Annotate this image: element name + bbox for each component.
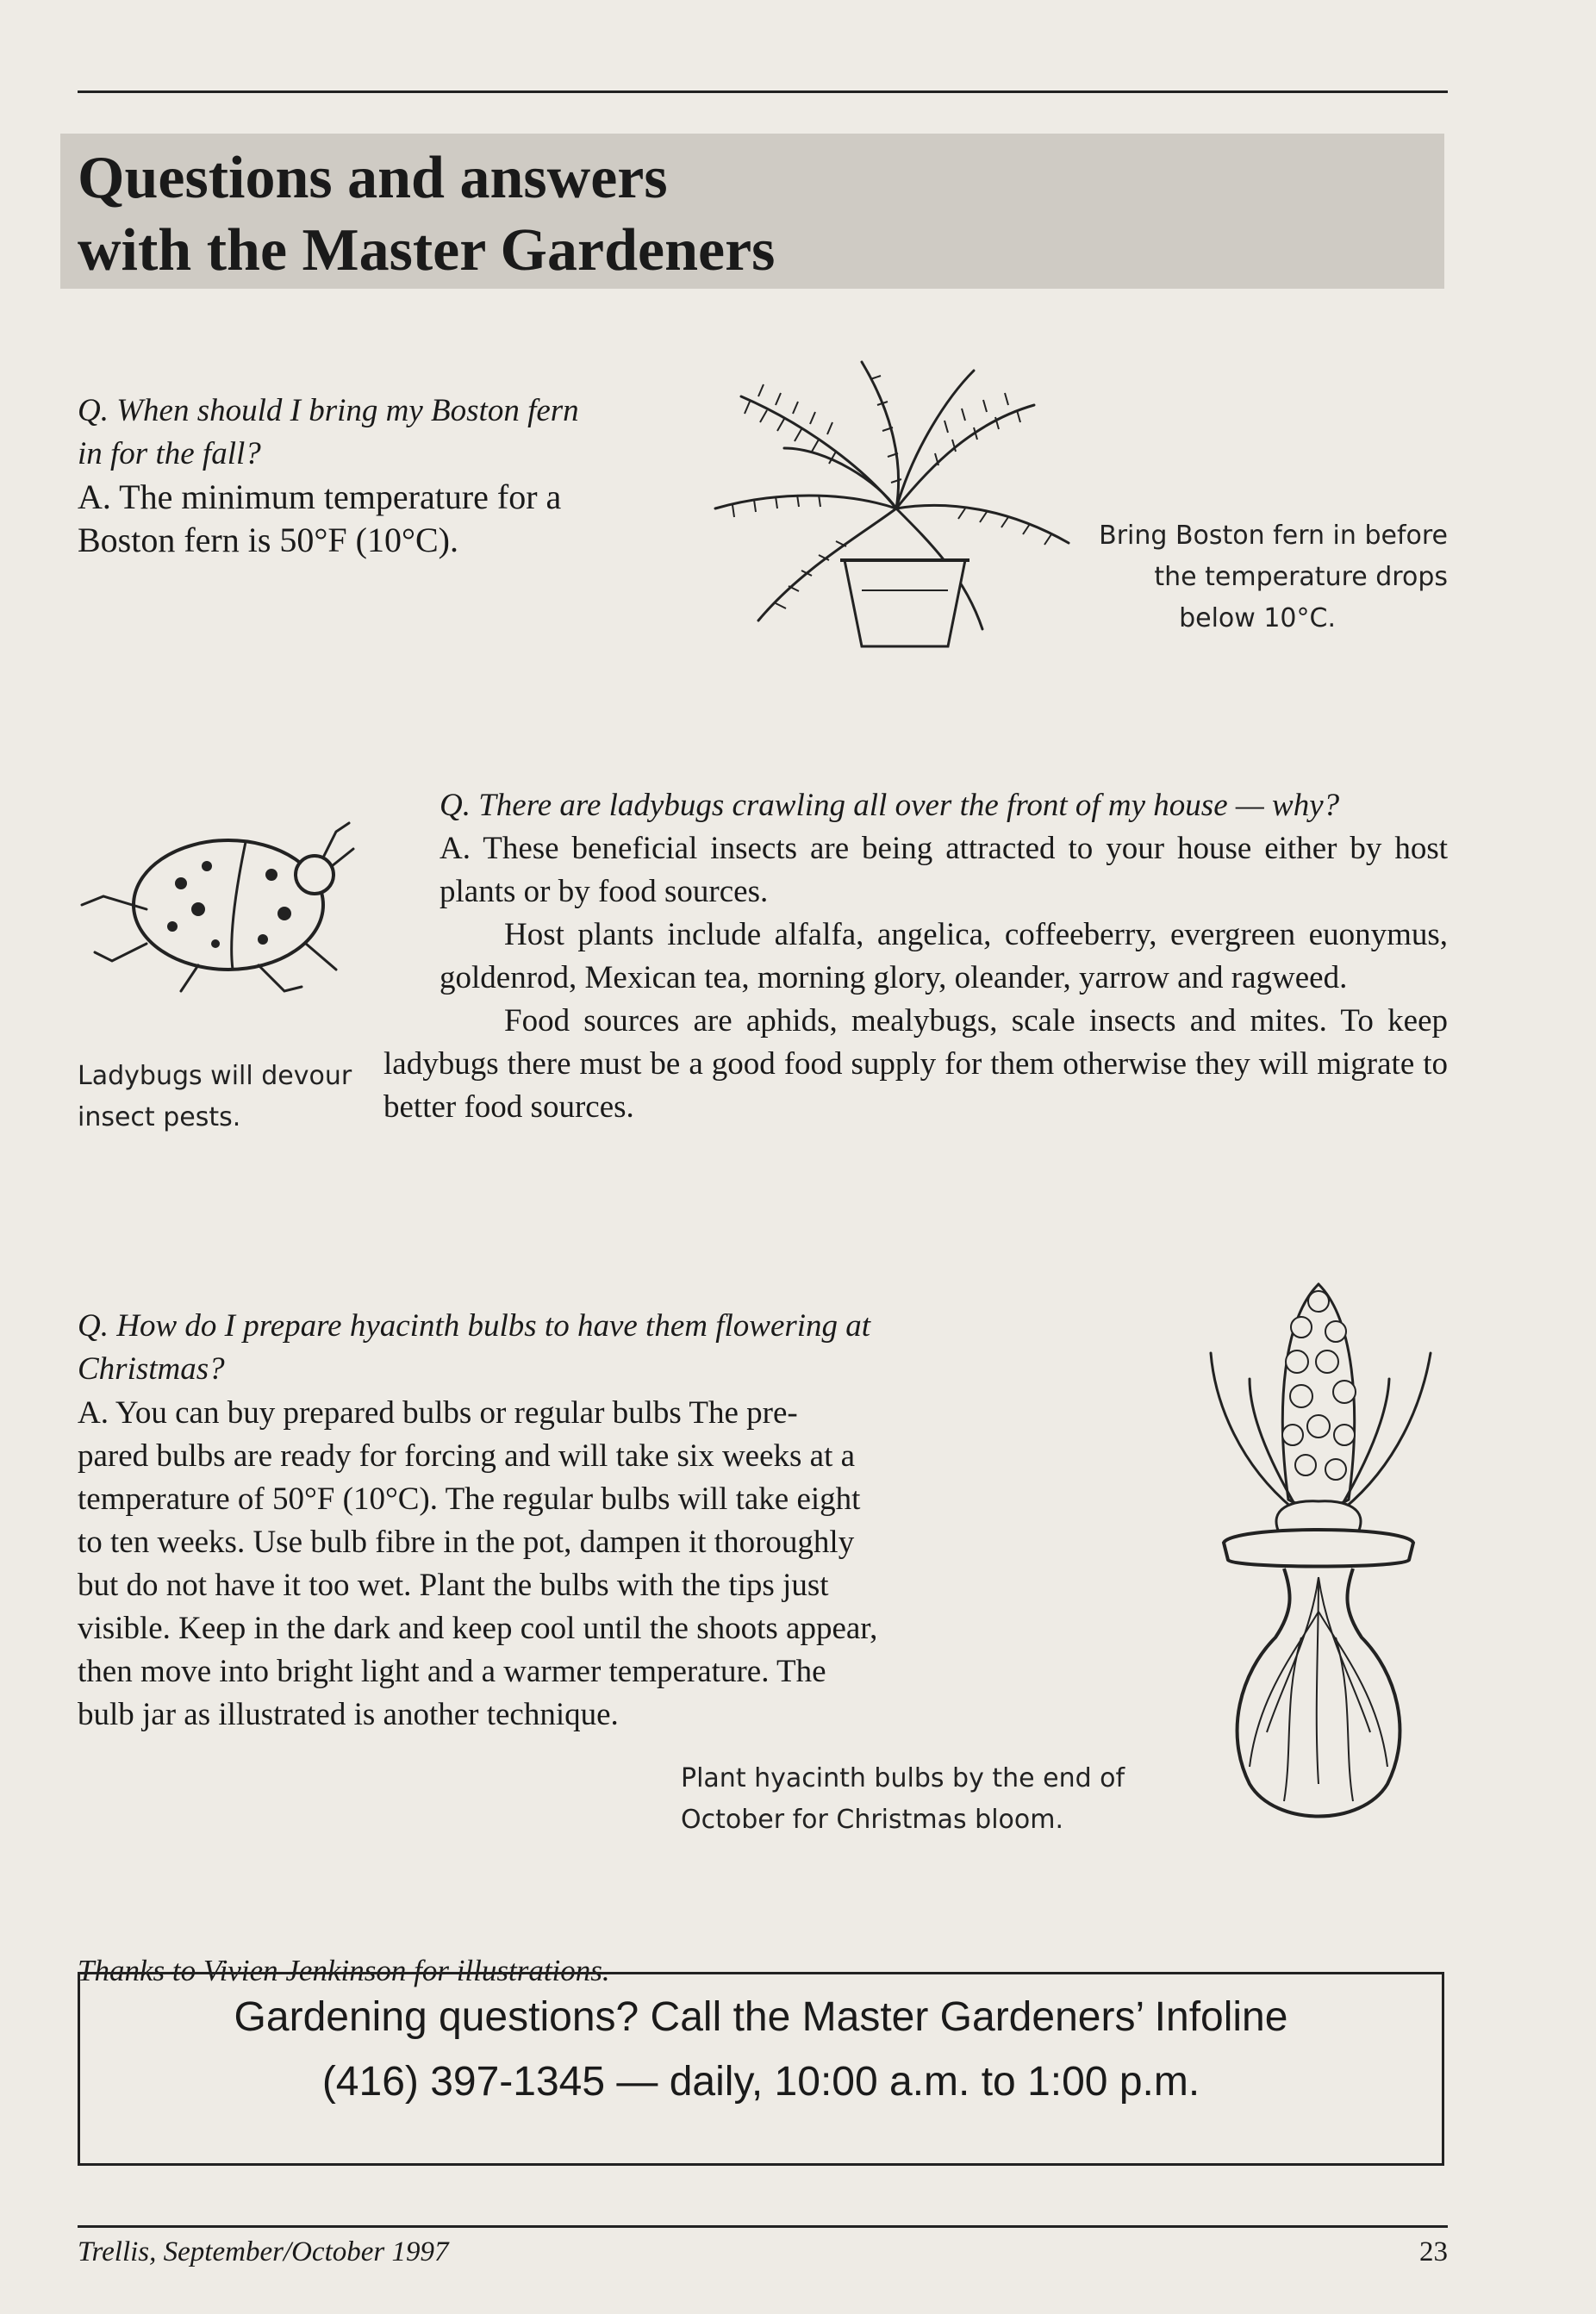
page-title: [78, 142, 775, 287]
question-line: Christmas?: [78, 1351, 225, 1387]
caption-line: below 10°C.: [1179, 603, 1336, 633]
ladybug-icon: [78, 814, 362, 1000]
title-line-2: with the Master Gardeners: [78, 217, 776, 284]
caption-line: Bring Boston fern in before: [1099, 521, 1448, 551]
hyacinth-bulb-jar-icon: [1189, 1250, 1448, 1836]
title-line-1: Questions and answers: [78, 145, 668, 211]
answer-paragraph: Food sources are aphids, mealybugs, scale insects and mites. To keep ladybugs there must be a good food supply for them otherwise they will migrate to better food sources.: [383, 1003, 1448, 1125]
caption-line: insect pests.: [78, 1102, 241, 1132]
fern-caption: [1077, 515, 1448, 639]
caption-line: October for Christmas bloom.: [681, 1805, 1064, 1835]
answer-paragraph: A. These beneficial insects are being attracted to your house either by host plants or by food sources.: [440, 831, 1448, 909]
question-line: Q. When should I bring my Boston fern: [78, 393, 579, 428]
callout-line-1: Gardening questions? Call the Master Gardeners’ Infoline: [234, 1994, 1288, 2040]
ladybug-caption: [78, 1056, 352, 1138]
publication-footer: Trellis, September/October 1997: [78, 2236, 449, 2267]
question-line: in for the fall?: [78, 436, 261, 471]
answer-line: pared bulbs are ready for forcing and will take six weeks at a: [78, 1438, 856, 1474]
caption-line: Ladybugs will devour: [78, 1061, 352, 1091]
qa-hyacinth: [78, 1305, 1112, 1391]
answer-line: then move into bright light and a warmer temperature. The: [78, 1654, 826, 1689]
answer-line: visible. Keep in the dark and keep cool until the shoots appear,: [78, 1611, 878, 1646]
answer-line: A. You can buy prepared bulbs or regular bulbs The pre-: [78, 1395, 798, 1431]
hyacinth-answer: [78, 1392, 1043, 1737]
page-number: 23: [1419, 2236, 1448, 2267]
answer-line: A. The minimum temperature for a: [78, 477, 562, 516]
boston-fern-icon: [689, 345, 1103, 672]
answer-paragraph: Host plants include alfalfa, angelica, coffeeberry, evergreen euonymus, goldenrod, Mexican tea, morning glory, oleander, yarrow and ragweed.: [440, 917, 1448, 995]
caption-line: the temperature drops: [1154, 562, 1448, 592]
answer-line: Boston fern is 50°F (10°C).: [78, 521, 458, 559]
infoline-callout: [78, 1972, 1444, 2166]
answer-line: to ten weeks. Use bulb fibre in the pot, dampen it thoroughly: [78, 1525, 855, 1560]
answer-line: but do not have it too wet. Plant the bulbs with the tips just: [78, 1568, 829, 1603]
callout-line-2: (416) 397-1345 — daily, 10:00 a.m. to 1:00 p.m.: [321, 2059, 1200, 2105]
qa-ladybugs: [383, 784, 1448, 1129]
qa-boston-fern: [78, 390, 733, 562]
hyacinth-caption: [681, 1758, 1125, 1841]
question-line: Q. There are ladybugs crawling all over the front of my house — why?: [440, 788, 1340, 823]
answer-line: bulb jar as illustrated is another technique.: [78, 1697, 619, 1732]
bottom-rule: [78, 2225, 1448, 2228]
illustration-credits: Thanks to Vivien Jenkinson for illustrations.: [78, 1954, 610, 1987]
answer-line: temperature of 50°F (10°C). The regular bulbs will take eight: [78, 1481, 861, 1517]
question-line: Q. How do I prepare hyacinth bulbs to have them flowering at: [78, 1308, 871, 1344]
top-rule: [78, 90, 1448, 93]
caption-line: Plant hyacinth bulbs by the end of: [681, 1763, 1125, 1793]
